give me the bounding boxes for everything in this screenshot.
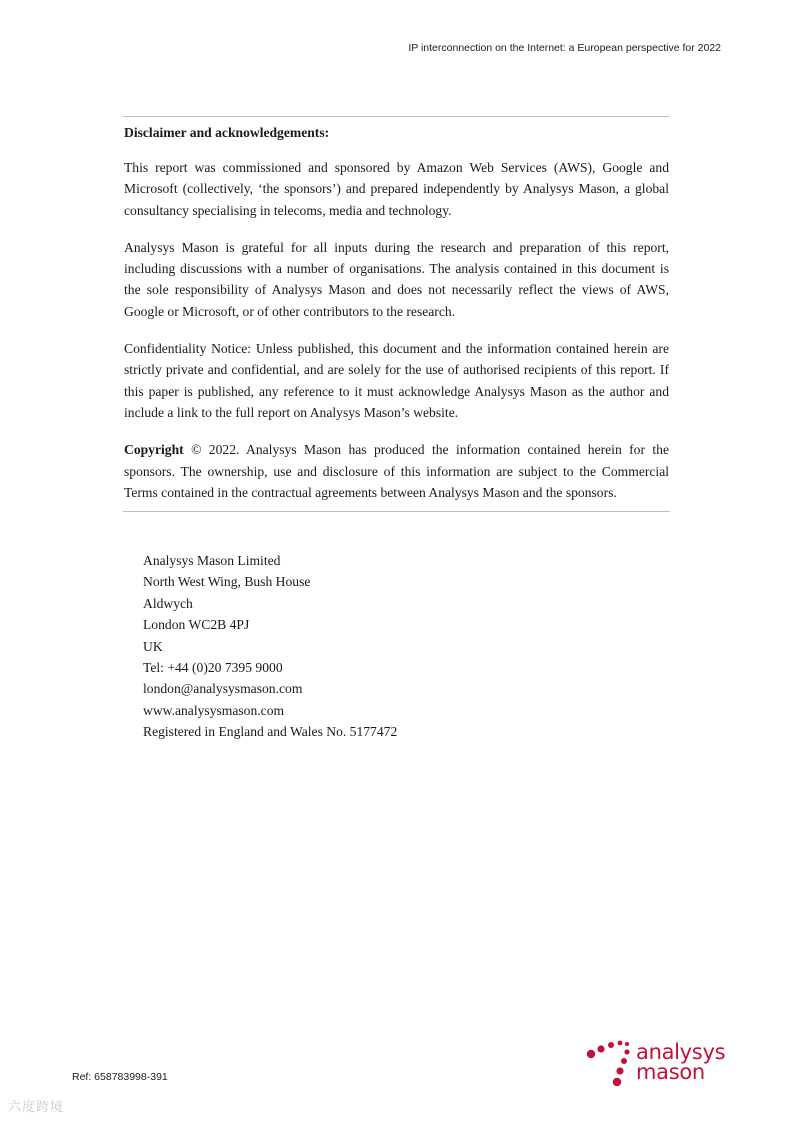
running-header: IP interconnection on the Internet: a European perspective for 2022 [408,42,721,54]
logo-wordmark: analysys mason [636,1040,726,1084]
copyright-text: © 2022. Analysys Mason has produced the information contained herein for the sponsors. The ownership, use and disclosure of this information are subject to the Commercial Terms contained in the contractual agreements between Analysys Mason and the sponsors. [124,442,669,500]
address-company-name: Analysys Mason Limited [143,553,281,568]
company-address [143,550,397,743]
analysys-mason-logo [584,1038,734,1090]
disclaimer-heading: Disclaimer and acknowledgements: [124,125,330,140]
address-registration: Registered in England and Wales No. 5177472 [143,724,398,740]
address-website: www.analysysmason.com [143,702,285,718]
address-street: North West Wing, Bush House [143,574,311,590]
watermark: 六度跨境 [8,1100,65,1115]
address-district: Aldwych [143,595,193,611]
address-telephone: Tel: +44 (0)20 7395 9000 [143,660,283,676]
address-email: london@analysysmason.com [143,681,303,697]
reference-number: Ref: 658783998-391 [72,1071,168,1083]
confidentiality-notice: Confidentiality Notice: Unless published, this document and the information contained herein are strictly private and confidential, and are solely for the use of authorised recipients of this report. If this paper is published, any reference to it must acknowledge Analysys Mason as the author and include a link to the full report on Analysys Mason’s website. [124,341,669,420]
logo-dots-icon [584,1038,636,1090]
disclaimer-paragraph-acknowledgement: Analysys Mason is grateful for all inputs during the research and preparation of this report, including discussions with a number of organisations. The analysis contained in this document is the sole responsibility of Analysys Mason and does not necessarily reflect the views of AWS, Google or Microsoft, or of other contributors to the research. [124,239,669,319]
copyright-label: Copyright [124,442,184,458]
copyright-paragraph [124,439,669,503]
disclaimer-paragraph-sponsors: This report was commissioned and sponsored by Amazon Web Services (AWS), Google and Microsoft (collectively, ‘the sponsors’) and prepared independently by Analysys Mason, a global consultancy specialising in telecoms, media and technology. [124,160,669,218]
disclaimer-box [123,116,670,512]
address-city-postcode: London WC2B 4PJ [143,617,250,633]
address-country: UK [143,638,163,654]
